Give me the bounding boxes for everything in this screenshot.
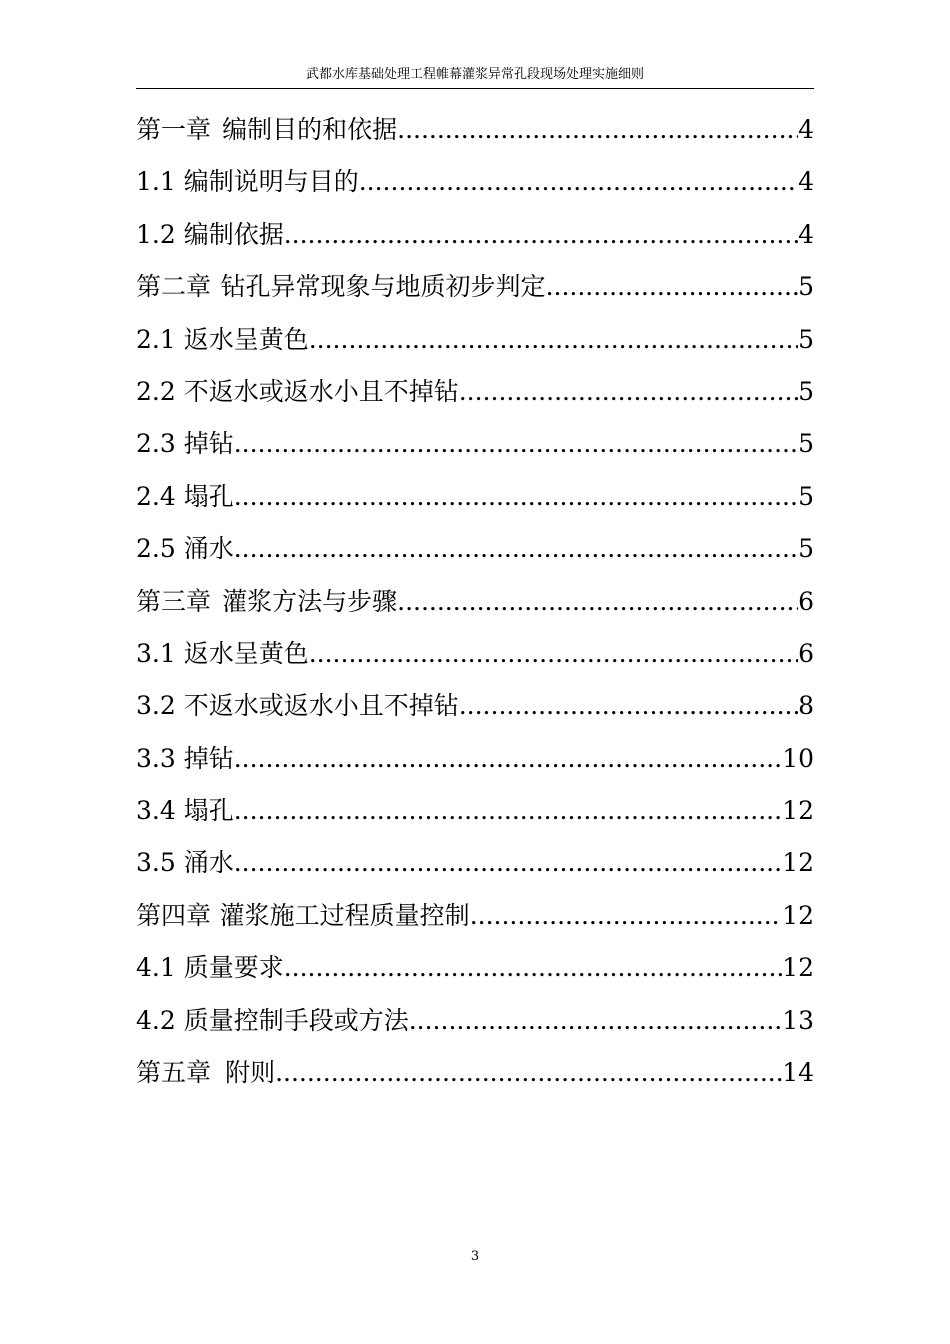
toc-dot-leader bbox=[397, 576, 798, 628]
toc-entry-title: 3.3 掉钻 bbox=[136, 743, 234, 773]
toc-dot-leader bbox=[275, 1047, 782, 1099]
toc-entry-title: 2.3 掉钻 bbox=[136, 429, 234, 459]
toc-entry-section-2-4[interactable] bbox=[136, 471, 814, 523]
toc-entry-section-3-3[interactable] bbox=[136, 733, 814, 785]
toc-page-number: 12 bbox=[782, 900, 814, 930]
toc-dot-leader bbox=[284, 209, 798, 261]
toc-dot-leader bbox=[459, 366, 798, 418]
toc-page-number: 5 bbox=[798, 534, 814, 564]
toc-entry-section-2-3[interactable] bbox=[136, 418, 814, 470]
toc-entry-title: 2.4 塌孔 bbox=[136, 481, 234, 511]
toc-dot-leader bbox=[546, 261, 799, 313]
toc-entry-title: 1.1 编制说明与目的 bbox=[136, 167, 359, 197]
toc-dot-leader bbox=[234, 837, 782, 889]
toc-entry-section-3-1[interactable] bbox=[136, 628, 814, 680]
toc-page-number: 4 bbox=[798, 115, 814, 144]
toc-entry-title: 4.1 质量要求 bbox=[136, 953, 284, 983]
toc-entry-section-1-2[interactable] bbox=[136, 209, 814, 261]
toc-dot-leader bbox=[234, 733, 782, 785]
page-header: 武都水库基础处理工程帷幕灌浆异常孔段现场处理实施细则 bbox=[136, 64, 814, 89]
toc-dot-leader bbox=[234, 471, 798, 523]
toc-entry-title: 3.4 塌孔 bbox=[136, 796, 234, 826]
toc-chapter-label: 第二章 bbox=[136, 272, 212, 302]
toc-entry-chapter-1[interactable] bbox=[136, 104, 814, 156]
toc-dot-leader bbox=[309, 628, 798, 680]
toc-entry-section-1-1[interactable] bbox=[136, 156, 814, 208]
toc-chapter-label: 第一章 bbox=[136, 115, 212, 144]
toc-dot-leader bbox=[397, 104, 798, 156]
toc-page-number: 6 bbox=[798, 638, 814, 668]
toc-entry-title: 灌浆施工过程质量控制 bbox=[219, 900, 470, 930]
toc-dot-leader bbox=[234, 523, 798, 575]
toc-page-number: 13 bbox=[782, 1005, 814, 1035]
toc-page-number: 12 bbox=[782, 953, 814, 983]
table-of-contents bbox=[136, 104, 814, 1099]
toc-dot-leader bbox=[284, 942, 782, 994]
toc-dot-leader bbox=[470, 890, 783, 942]
toc-entry-title: 2.1 返水呈黄色 bbox=[136, 324, 309, 354]
toc-entry-section-2-1[interactable] bbox=[136, 314, 814, 366]
toc-page-number: 10 bbox=[782, 743, 814, 773]
toc-entry-chapter-4[interactable] bbox=[136, 890, 814, 942]
toc-page-number: 5 bbox=[798, 272, 814, 302]
toc-entry-title: 3.1 返水呈黄色 bbox=[136, 638, 309, 668]
toc-entry-title: 钻孔异常现象与地质初步判定 bbox=[220, 272, 546, 302]
toc-entry-chapter-3[interactable] bbox=[136, 576, 814, 628]
toc-entry-section-4-2[interactable] bbox=[136, 995, 814, 1047]
toc-entry-title: 2.5 涌水 bbox=[136, 534, 234, 564]
toc-dot-leader bbox=[309, 314, 798, 366]
toc-page-number: 8 bbox=[798, 691, 814, 721]
toc-page-number: 5 bbox=[798, 376, 814, 406]
toc-page-number: 6 bbox=[798, 586, 814, 616]
toc-entry-title: 3.2 不返水或返水小且不掉钻 bbox=[136, 691, 459, 721]
toc-page-number: 5 bbox=[798, 324, 814, 354]
toc-entry-title: 4.2 质量控制手段或方法 bbox=[136, 1005, 409, 1035]
toc-entry-title: 灌浆方法与步骤 bbox=[222, 586, 398, 616]
toc-page-number: 5 bbox=[798, 481, 814, 511]
toc-entry-title: 2.2 不返水或返水小且不掉钻 bbox=[136, 376, 459, 406]
toc-entry-section-3-2[interactable] bbox=[136, 680, 814, 732]
toc-entry-section-3-4[interactable] bbox=[136, 785, 814, 837]
toc-page-number: 4 bbox=[798, 167, 814, 197]
page-number: 3 bbox=[470, 1249, 480, 1264]
toc-chapter-label: 第四章 bbox=[136, 900, 212, 930]
toc-dot-leader bbox=[459, 680, 798, 732]
toc-dot-leader bbox=[234, 785, 782, 837]
toc-dot-leader bbox=[234, 418, 798, 470]
toc-page-number: 5 bbox=[798, 429, 814, 459]
toc-entry-title: 编制目的和依据 bbox=[222, 115, 398, 144]
toc-page-number: 14 bbox=[782, 1058, 814, 1088]
toc-entry-chapter-5[interactable] bbox=[136, 1047, 814, 1099]
toc-entry-title: 附则 bbox=[225, 1058, 276, 1088]
toc-entry-chapter-2[interactable] bbox=[136, 261, 814, 313]
toc-chapter-label: 第五章 bbox=[136, 1058, 212, 1088]
toc-entry-section-3-5[interactable] bbox=[136, 837, 814, 889]
toc-dot-leader bbox=[359, 156, 798, 208]
toc-dot-leader bbox=[409, 995, 782, 1047]
toc-entry-title: 3.5 涌水 bbox=[136, 848, 234, 878]
toc-entry-title: 1.2 编制依据 bbox=[136, 219, 284, 249]
toc-entry-section-2-5[interactable] bbox=[136, 523, 814, 575]
toc-chapter-label: 第三章 bbox=[136, 586, 212, 616]
toc-page-number: 4 bbox=[798, 219, 814, 249]
toc-page-number: 12 bbox=[782, 848, 814, 878]
toc-page-number: 12 bbox=[782, 796, 814, 826]
toc-entry-section-4-1[interactable] bbox=[136, 942, 814, 994]
toc-entry-section-2-2[interactable] bbox=[136, 366, 814, 418]
